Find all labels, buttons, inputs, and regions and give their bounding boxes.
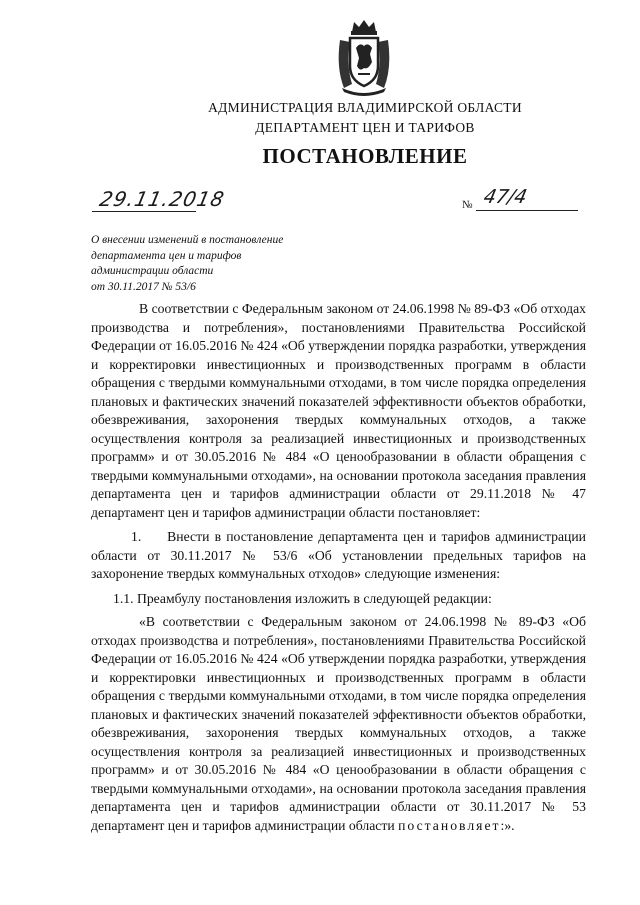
item-1-paragraph: 1. Внести в постановление департамента цен и тарифов администрации области от 30.11.2017 № 53/6 «Об установлении предельных тарифов на захоронение твердых коммунальных отходов» следующие изменения: (91, 529, 586, 581)
subject-line: О внесении изменений в постановление (91, 234, 284, 246)
subject-line: от 30.11.2017 № 53/6 (91, 280, 196, 293)
document-body (91, 300, 586, 835)
handwritten-number: 47/4 (481, 186, 530, 208)
date-underline (92, 211, 196, 212)
number-underline (476, 210, 578, 211)
subject-line: администрации области (91, 265, 214, 277)
subject-block (91, 233, 331, 295)
quoted-preamble-paragraph (91, 613, 586, 835)
item-1-1-paragraph: 1.1. Преамбулу постановления изложить в следующей редакции: (113, 590, 492, 606)
handwritten-date: 29.11.2018 (97, 187, 228, 211)
number-prefix: № (462, 199, 473, 211)
org-name: АДМИНИСТРАЦИЯ ВЛАДИМИРСКОЙ ОБЛАСТИ (208, 100, 522, 115)
preamble-paragraph: В соответствии с Федеральным законом от 24.06.1998 № 89-ФЗ «Об отходах производства и потребления», постановлениями Правительства Российской Федерации от 16.05.2016 № 424 «Об утверждении порядка разработки, утверждения и корректировки инвестиционных и производственных программ в области обращения с твердыми коммунальными отходами, в том числе порядка определения плановых и фактических значений показателей эффективности объектов обработки, обезвреживания, захоронения твердых коммунальных отходов, а также осуществления контроля за реализацией инвестиционных и производственных программ» и от 30.05.2016 № 484 «О ценообразовании в области обращения с твердыми коммунальными отходами», на основании протокола заседания правления департамента цен и тарифов администрации области от 29.11.2018 № 47 департамент цен и тарифов администрации области постановляет: (91, 301, 586, 520)
subject-line: департамента цен и тарифов (91, 249, 242, 262)
coat-of-arms-icon (334, 18, 394, 96)
quoted-preamble-text: «В соответствии с Федеральным законом от 24.06.1998 № 89-ФЗ «Об отходах производства и потребления», постановлениями Правительства Российской Федерации от 16.05.2016 № 424 «Об утверждении порядка разработки, утверждения и корректировки инвестиционных и производственных программ в области обращения с твердыми коммунальными отходами, в том числе порядка определения плановых и фактических значений показателей эффективности объектов обработки, обезвреживания, захоронения твердых коммунальных отходов, а также осуществления контроля за реализацией инвестиционных и производственных программ» и от 30.05.2016 № 484 «О ценообразовании в области обращения с твердыми коммунальными отходами», на основании протокола заседания правления департамента цен и тарифов администрации области от 30.11.2017 № 53 департамент цен и тарифов администрации области (91, 614, 586, 833)
department-name: ДЕПАРТАМЕНТ ЦЕН И ТАРИФОВ (255, 120, 475, 135)
quote-ending: :». (500, 817, 515, 833)
document-title: ПОСТАНОВЛЕНИЕ (262, 144, 468, 168)
resolves-word: постановляет (398, 817, 501, 833)
